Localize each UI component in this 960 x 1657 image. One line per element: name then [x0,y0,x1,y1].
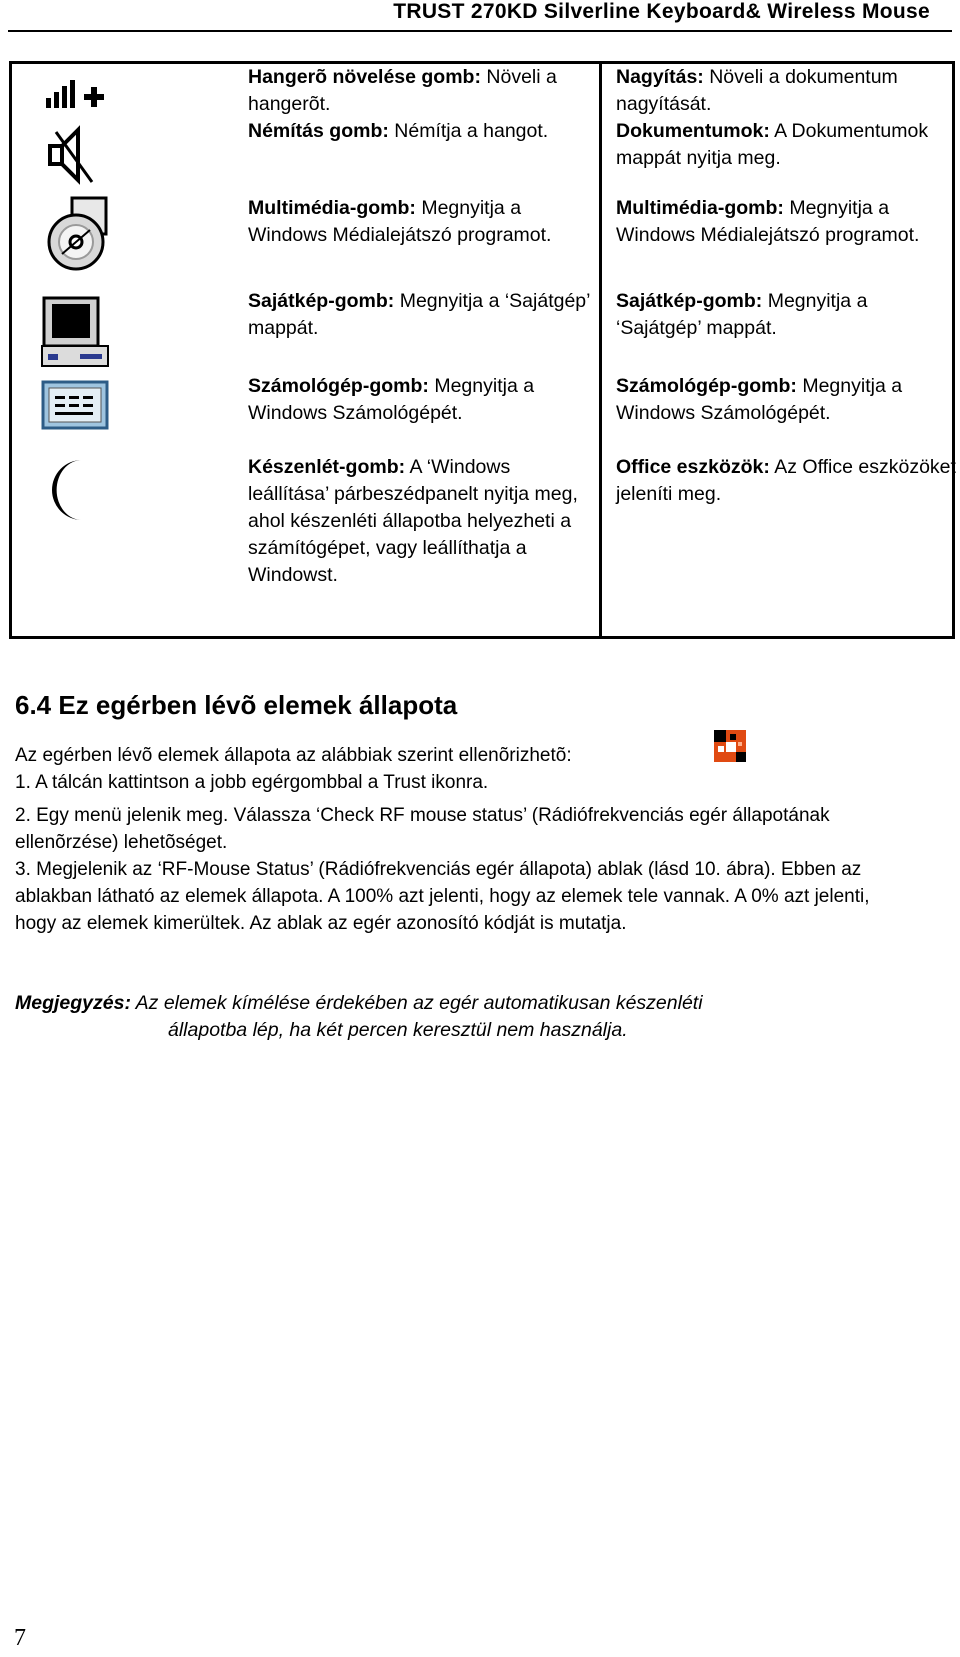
calculator-text-right: Megnyitja a Windows Számológépét. [616,375,903,424]
multimedia-description-left [248,195,593,249]
calculator-description-right [616,373,956,427]
mute-icon [46,124,106,188]
mute-text: Némítja a hangot. [388,120,549,142]
documents-description [616,118,956,172]
standby-label: Készenlét-gomb: [248,456,406,478]
my-computer-icon [40,294,116,370]
my-computer-text-right: Megnyitja a ‘Sajátgép’ mappát. [616,290,868,339]
multimedia-label-left: Multimédia-gomb: [248,197,416,219]
column-divider [599,64,602,636]
office-tools-label: Office eszközök: [616,456,770,478]
calculator-icon [41,380,111,430]
zoom-description [616,64,956,118]
button-description-table [9,61,955,639]
zoom-label: Nagyítás: [616,66,704,88]
zoom-text: Növeli a dokumentum nagyítását. [616,66,898,115]
multimedia-description-right [616,195,956,249]
calculator-label-right: Számológép-gomb: [616,375,797,397]
multimedia-text-left: Megnyitja a Windows Médialejátszó programot. [248,197,552,246]
section-intro: Az egérben lévõ elemek állapota az alábbiak szerint ellenõrizhetõ: [15,745,572,766]
volume-up-description [248,64,593,118]
calculator-label-left: Számológép-gomb: [248,375,429,397]
document-header-title: TRUST 270KD Silverline Keyboard& Wireless Mouse [393,0,930,23]
calculator-text-left: Megnyitja a Windows Számológépét. [248,375,535,424]
standby-text: A ‘Windows leállítása’ párbeszédpanelt nyitja meg, ahol készenléti állapotba helyezheti a számítógépet, vagy leállíthatja a Windowst. [248,456,578,586]
volume-up-text: Növeli a hangerõt. [248,66,557,115]
my-computer-label-right: Sajátkép-gomb: [616,290,763,312]
documents-label: Dokumentumok: [616,120,770,142]
rf-mouse-status-tray-icon [712,728,748,764]
my-computer-description-left [248,288,593,342]
multimedia-text-right: Megnyitja a Windows Médialejátszó programot. [616,197,920,246]
my-computer-description-right [616,288,956,342]
calculator-description-left [248,373,593,427]
note-block [15,990,915,1044]
volume-up-icon [44,72,124,118]
volume-up-label: Hangerõ növelése gomb: [248,66,481,88]
mute-label: Némítás gomb: [248,120,389,142]
step-3: 3. Megjelenik az ‘RF-Mouse Status’ (Rádiófrekvenciás egér állapota) ablak (lásd 10. ábra). Ebben az ablakban látható az elemek állapota. A 100% azt jelenti, hogy az elemek tele vannak. A 0% azt jelenti, hogy az elemek kimerültek. Az ablak az egér azonosító kódját is mutatja. [15,859,870,934]
header-rule [8,30,952,32]
step-1: 1. A tálcán kattintson a jobb egérgombbal a Trust ikonra. [15,772,489,793]
standby-description [248,454,593,589]
standby-moon-icon [42,456,98,524]
note-line-2: állapotba lép, ha két percen keresztül nem használja. [168,1019,628,1041]
office-tools-description [616,454,956,508]
media-player-cd-icon [42,196,114,274]
note-line-1: Az elemek kímélése érdekében az egér automatikusan készenléti [130,992,703,1014]
note-label: Megjegyzés: [15,992,131,1014]
my-computer-label-left: Sajátkép-gomb: [248,290,395,312]
section-title: 6.4 Ez egérben lévõ elemek állapota [15,690,458,720]
mute-description [248,118,593,145]
office-tools-text: Az Office eszközöket jeleníti meg. [616,456,956,505]
my-computer-text-left: Megnyitja a ‘Sajátgép’ mappát. [248,290,590,339]
step-2: 2. Egy menü jelenik meg. Válassza ‘Check RF mouse status’ (Rádiófrekvenciás egér állapotának ellenõrzése) lehetõséget. [15,805,830,853]
multimedia-label-right: Multimédia-gomb: [616,197,784,219]
documents-text: A Dokumentumok mappát nyitja meg. [616,120,929,169]
page-number: 7 [14,1625,26,1651]
